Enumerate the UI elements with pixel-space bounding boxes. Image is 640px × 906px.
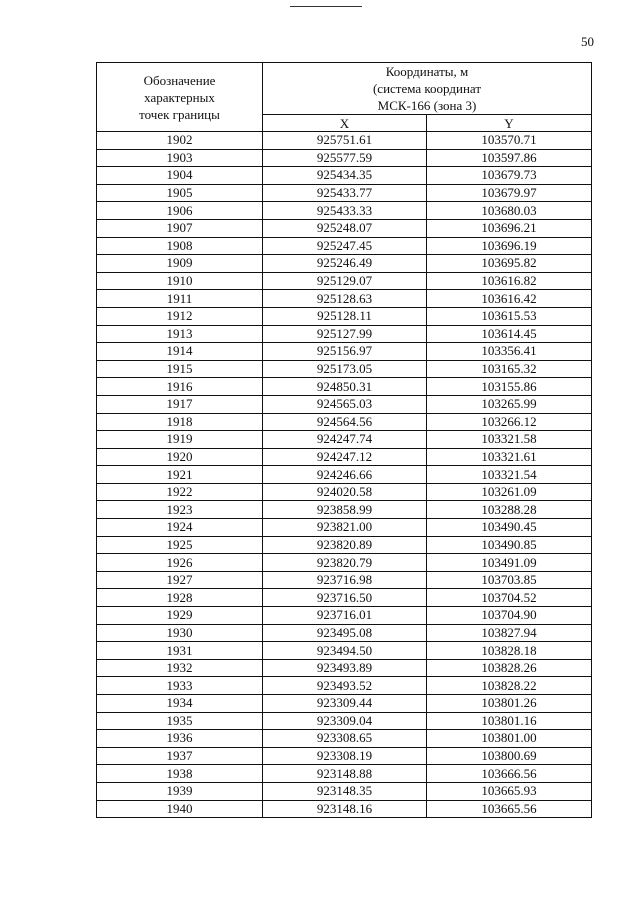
table-row (97, 730, 592, 748)
point-id-cell: 1924 (97, 519, 263, 537)
x-coordinate-cell: 923495.08 (263, 624, 427, 642)
coords-header-line-2: (система координат (372, 81, 482, 96)
y-coordinate-cell: 103165.32 (427, 360, 592, 378)
point-id-cell: 1939 (97, 782, 263, 800)
point-id-cell: 1920 (97, 448, 263, 466)
x-coordinate-cell: 923148.35 (263, 782, 427, 800)
table-row (97, 501, 592, 519)
point-id-cell: 1931 (97, 642, 263, 660)
y-coordinate-cell: 103704.52 (427, 589, 592, 607)
x-coordinate-cell: 925434.35 (263, 167, 427, 185)
point-id-cell: 1908 (97, 237, 263, 255)
point-header-line-1: Обозначение (143, 72, 216, 88)
point-id-cell: 1927 (97, 571, 263, 589)
y-coordinate-cell: 103679.97 (427, 184, 592, 202)
table-row (97, 448, 592, 466)
y-coordinate-cell: 103570.71 (427, 132, 592, 150)
y-coordinate-cell: 103155.86 (427, 378, 592, 396)
table-row (97, 431, 592, 449)
table-row (97, 202, 592, 220)
y-coordinate-cell: 103615.53 (427, 307, 592, 325)
coordinates-group-header (263, 63, 592, 115)
table-row (97, 607, 592, 625)
x-coordinate-cell: 924247.12 (263, 448, 427, 466)
point-id-cell: 1926 (97, 554, 263, 572)
point-id-cell: 1907 (97, 219, 263, 237)
table-row (97, 272, 592, 290)
point-id-cell: 1910 (97, 272, 263, 290)
table-row (97, 695, 592, 713)
table-row (97, 378, 592, 396)
x-coordinate-cell: 923820.79 (263, 554, 427, 572)
y-coordinate-cell: 103321.58 (427, 431, 592, 449)
table-row (97, 307, 592, 325)
table-row (97, 184, 592, 202)
x-coordinate-cell: 923148.88 (263, 765, 427, 783)
y-coordinate-cell: 103616.42 (427, 290, 592, 308)
y-coordinate-cell: 103827.94 (427, 624, 592, 642)
point-id-cell: 1918 (97, 413, 263, 431)
table-row (97, 360, 592, 378)
x-coordinate-cell: 923493.89 (263, 659, 427, 677)
table-row (97, 765, 592, 783)
x-coordinate-cell: 923309.04 (263, 712, 427, 730)
y-coordinate-cell: 103614.45 (427, 325, 592, 343)
coords-header-line-3: МСК-166 (зона 3) (377, 98, 477, 113)
x-coordinate-cell: 924565.03 (263, 395, 427, 413)
table-row (97, 642, 592, 660)
x-coordinate-cell: 925433.77 (263, 184, 427, 202)
table-row (97, 395, 592, 413)
table-row (97, 167, 592, 185)
y-coordinate-cell: 103800.69 (427, 747, 592, 765)
coordinates-table (96, 62, 592, 818)
table-row (97, 413, 592, 431)
y-coordinate-cell: 103666.56 (427, 765, 592, 783)
table-row (97, 519, 592, 537)
y-coordinate-cell: 103703.85 (427, 571, 592, 589)
table-body (97, 132, 592, 818)
coords-header-line-1: Координаты, м (385, 64, 469, 79)
y-coordinate-cell: 103679.73 (427, 167, 592, 185)
y-coordinate-cell: 103491.09 (427, 554, 592, 572)
point-header-line-2: характерных (144, 89, 215, 105)
table-row (97, 554, 592, 572)
y-coordinate-cell: 103321.61 (427, 448, 592, 466)
point-id-cell: 1902 (97, 132, 263, 150)
point-id-cell: 1913 (97, 325, 263, 343)
x-coordinate-cell: 923820.89 (263, 536, 427, 554)
table-row (97, 343, 592, 361)
point-id-cell: 1937 (97, 747, 263, 765)
x-coordinate-cell: 923308.19 (263, 747, 427, 765)
point-header-line-3: точек границы (139, 106, 220, 122)
table-row (97, 571, 592, 589)
y-coordinate-cell: 103680.03 (427, 202, 592, 220)
point-id-cell: 1909 (97, 255, 263, 273)
table-row (97, 659, 592, 677)
point-column-header (97, 63, 263, 132)
point-id-cell: 1916 (97, 378, 263, 396)
x-coordinate-cell: 925128.63 (263, 290, 427, 308)
point-id-cell: 1934 (97, 695, 263, 713)
y-coordinate-cell: 103704.90 (427, 607, 592, 625)
table-row (97, 466, 592, 484)
x-coordinate-cell: 923494.50 (263, 642, 427, 660)
x-coordinate-cell: 923148.16 (263, 800, 427, 818)
x-coordinate-cell: 924564.56 (263, 413, 427, 431)
y-coordinate-cell: 103801.16 (427, 712, 592, 730)
table-row (97, 747, 592, 765)
table-row (97, 132, 592, 150)
x-coordinate-cell: 923716.01 (263, 607, 427, 625)
point-id-cell: 1919 (97, 431, 263, 449)
x-coordinate-cell: 925751.61 (263, 132, 427, 150)
y-column-header: Y (427, 115, 592, 132)
table-row (97, 237, 592, 255)
x-coordinate-cell: 925127.99 (263, 325, 427, 343)
point-id-cell: 1932 (97, 659, 263, 677)
y-coordinate-cell: 103696.19 (427, 237, 592, 255)
y-coordinate-cell: 103801.00 (427, 730, 592, 748)
header-row-main (97, 63, 592, 115)
point-id-cell: 1928 (97, 589, 263, 607)
table-row (97, 782, 592, 800)
y-coordinate-cell: 103265.99 (427, 395, 592, 413)
x-coordinate-cell: 925173.05 (263, 360, 427, 378)
point-id-cell: 1923 (97, 501, 263, 519)
point-id-cell: 1929 (97, 607, 263, 625)
point-id-cell: 1914 (97, 343, 263, 361)
table-row (97, 255, 592, 273)
point-id-cell: 1917 (97, 395, 263, 413)
table-row (97, 712, 592, 730)
y-coordinate-cell: 103616.82 (427, 272, 592, 290)
y-coordinate-cell: 103261.09 (427, 483, 592, 501)
y-coordinate-cell: 103828.22 (427, 677, 592, 695)
x-coordinate-cell: 924020.58 (263, 483, 427, 501)
x-coordinate-cell: 923858.99 (263, 501, 427, 519)
y-coordinate-cell: 103665.93 (427, 782, 592, 800)
x-coordinate-cell: 925246.49 (263, 255, 427, 273)
point-id-cell: 1921 (97, 466, 263, 484)
x-coordinate-cell: 925433.33 (263, 202, 427, 220)
table-header (97, 63, 592, 132)
table-row (97, 149, 592, 167)
point-id-cell: 1922 (97, 483, 263, 501)
y-coordinate-cell: 103356.41 (427, 343, 592, 361)
y-coordinate-cell: 103597.86 (427, 149, 592, 167)
table-row (97, 624, 592, 642)
table-row (97, 219, 592, 237)
x-coordinate-cell: 925577.59 (263, 149, 427, 167)
y-coordinate-cell: 103665.56 (427, 800, 592, 818)
point-id-cell: 1906 (97, 202, 263, 220)
table-row (97, 536, 592, 554)
y-coordinate-cell: 103696.21 (427, 219, 592, 237)
table-row (97, 589, 592, 607)
x-coordinate-cell: 925156.97 (263, 343, 427, 361)
point-id-cell: 1925 (97, 536, 263, 554)
point-id-cell: 1904 (97, 167, 263, 185)
x-coordinate-cell: 924850.31 (263, 378, 427, 396)
point-id-cell: 1933 (97, 677, 263, 695)
y-coordinate-cell: 103695.82 (427, 255, 592, 273)
y-coordinate-cell: 103266.12 (427, 413, 592, 431)
table-row (97, 325, 592, 343)
table-row (97, 800, 592, 818)
y-coordinate-cell: 103490.45 (427, 519, 592, 537)
y-coordinate-cell: 103828.26 (427, 659, 592, 677)
y-coordinate-cell: 103490.85 (427, 536, 592, 554)
point-id-cell: 1940 (97, 800, 263, 818)
table-row (97, 677, 592, 695)
top-rule-mark (290, 6, 362, 7)
point-id-cell: 1903 (97, 149, 263, 167)
x-coordinate-cell: 923493.52 (263, 677, 427, 695)
point-id-cell: 1935 (97, 712, 263, 730)
x-coordinate-cell: 924247.74 (263, 431, 427, 449)
y-coordinate-cell: 103288.28 (427, 501, 592, 519)
point-id-cell: 1915 (97, 360, 263, 378)
point-id-cell: 1936 (97, 730, 263, 748)
x-coordinate-cell: 923821.00 (263, 519, 427, 537)
y-coordinate-cell: 103321.54 (427, 466, 592, 484)
x-coordinate-cell: 925128.11 (263, 307, 427, 325)
y-coordinate-cell: 103801.26 (427, 695, 592, 713)
point-id-cell: 1938 (97, 765, 263, 783)
x-coordinate-cell: 925247.45 (263, 237, 427, 255)
point-id-cell: 1912 (97, 307, 263, 325)
x-coordinate-cell: 924246.66 (263, 466, 427, 484)
y-coordinate-cell: 103828.18 (427, 642, 592, 660)
x-coordinate-cell: 925248.07 (263, 219, 427, 237)
table-row (97, 483, 592, 501)
x-coordinate-cell: 923308.65 (263, 730, 427, 748)
x-coordinate-cell: 923309.44 (263, 695, 427, 713)
x-coordinate-cell: 923716.50 (263, 589, 427, 607)
point-id-cell: 1911 (97, 290, 263, 308)
point-id-cell: 1905 (97, 184, 263, 202)
page-number: 50 (581, 34, 594, 49)
x-column-header: X (263, 115, 427, 132)
table-row (97, 290, 592, 308)
point-id-cell: 1930 (97, 624, 263, 642)
x-coordinate-cell: 925129.07 (263, 272, 427, 290)
x-coordinate-cell: 923716.98 (263, 571, 427, 589)
